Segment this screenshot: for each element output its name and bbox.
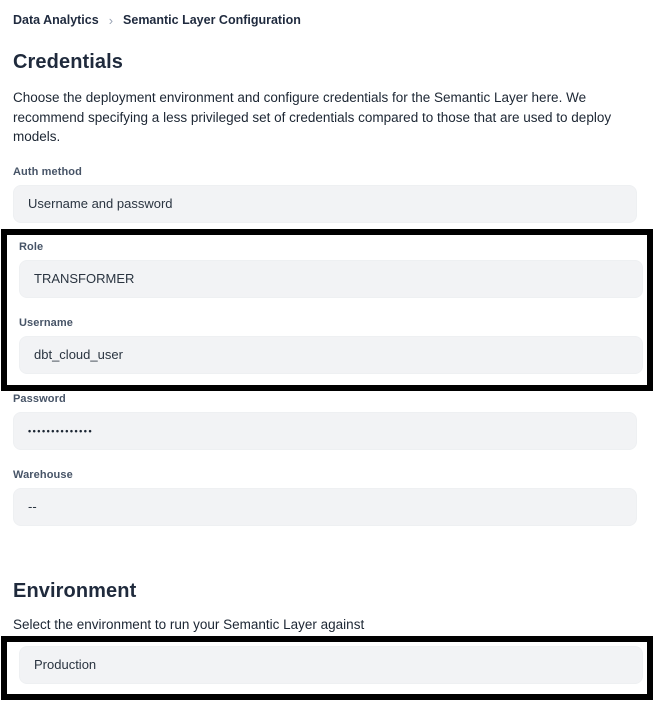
role-label: Role	[19, 240, 44, 253]
auth-method-select[interactable]	[13, 185, 637, 223]
credentials-section-description: Choose the deployment environment and configure credentials for the Semantic Layer here. We recommend specifying a less privileged set of credentials compared to those that are used to deploy models.	[13, 90, 612, 144]
auth-method-field-group	[13, 166, 637, 223]
username-input[interactable]	[19, 336, 643, 374]
breadcrumb-item-data-analytics[interactable]: Data Analytics	[13, 13, 99, 27]
password-label: Password	[13, 392, 66, 405]
breadcrumb-item-semantic-layer-configuration[interactable]: Semantic Layer Configuration	[123, 13, 301, 27]
warehouse-field-group	[13, 469, 637, 526]
environment-section	[13, 579, 637, 700]
warehouse-input[interactable]	[13, 488, 637, 526]
annotation-box-environment	[1, 636, 653, 700]
annotation-box-role-username	[1, 229, 653, 391]
warehouse-label: Warehouse	[13, 468, 73, 481]
breadcrumb	[13, 13, 637, 28]
password-field-group	[13, 393, 637, 450]
password-masked-value: ••••••••••••••	[28, 425, 94, 436]
environment-section-description: Select the environment to run your Semantic Layer against	[13, 616, 365, 632]
environment-select[interactable]	[19, 646, 643, 684]
username-field-group	[13, 317, 637, 374]
username-value: dbt_cloud_user	[34, 347, 123, 362]
chevron-right-icon: ›	[108, 13, 114, 28]
environment-value: Production	[34, 657, 97, 672]
warehouse-value: --	[28, 499, 37, 514]
auth-method-value: Username and password	[28, 196, 173, 211]
password-input[interactable]	[13, 412, 637, 450]
environment-section-title: Environment	[13, 579, 137, 602]
role-value: TRANSFORMER	[34, 271, 135, 286]
auth-method-label: Auth method	[13, 165, 82, 178]
role-field-group	[13, 241, 637, 298]
username-label: Username	[19, 316, 73, 329]
credentials-section-title: Credentials	[13, 51, 124, 73]
role-input[interactable]	[19, 260, 643, 298]
